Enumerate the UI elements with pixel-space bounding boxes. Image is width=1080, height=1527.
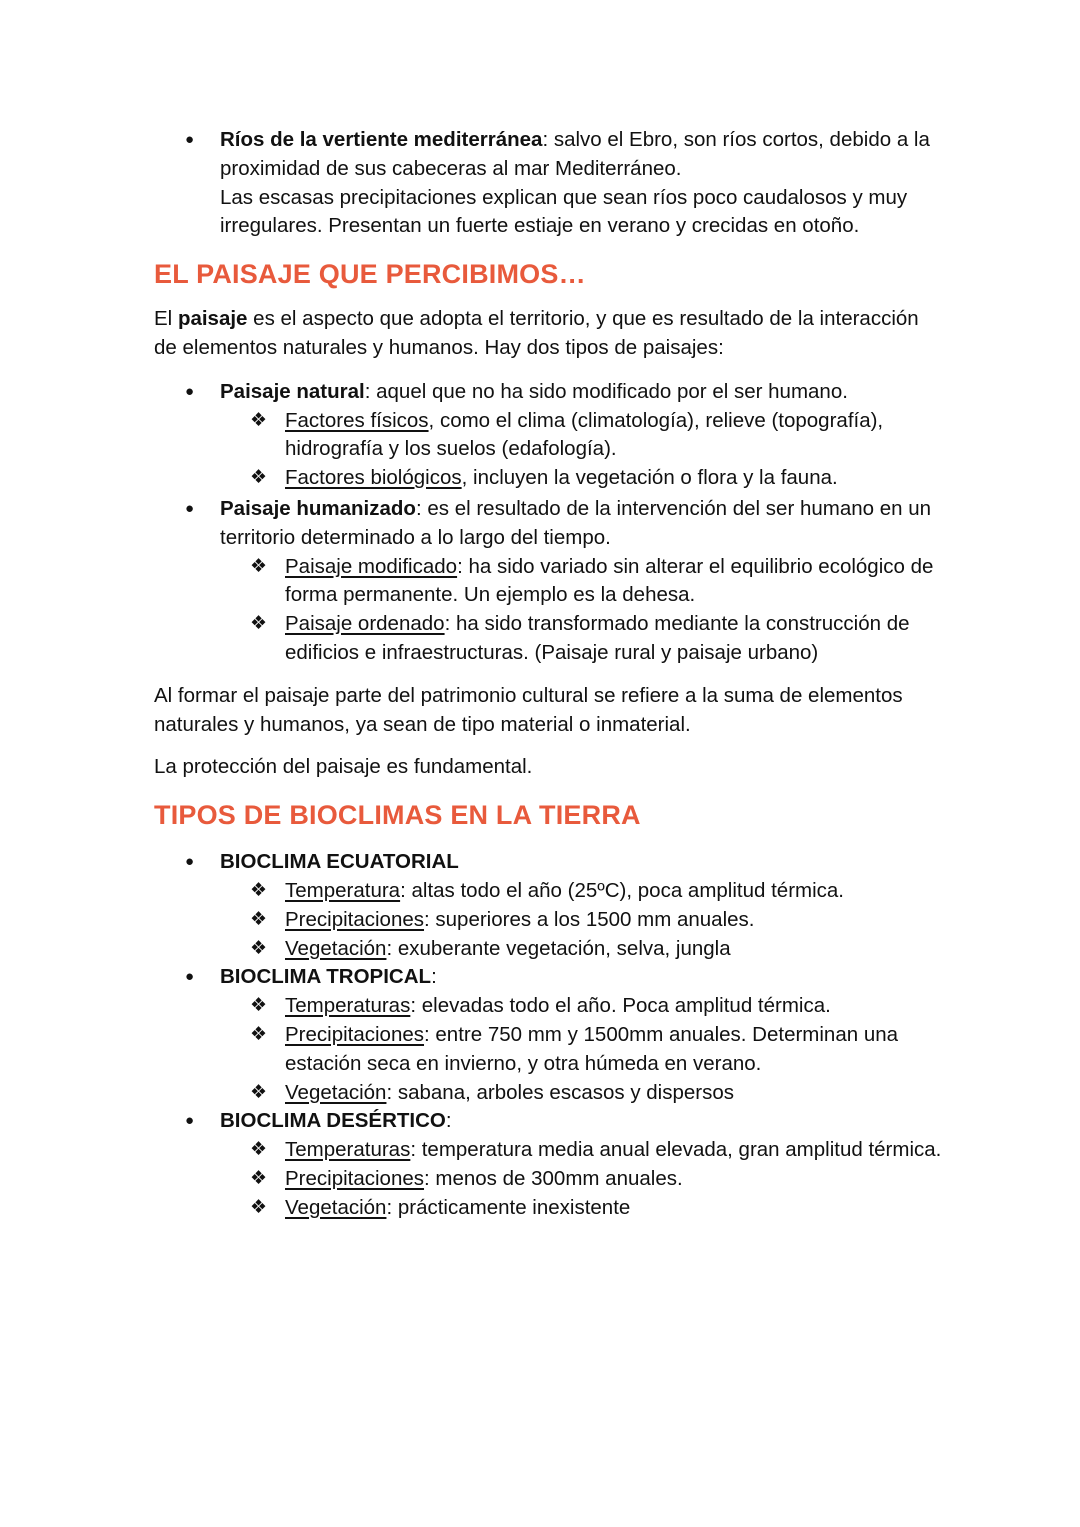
heading-paisaje: EL PAISAJE QUE PERCIBIMOS… [154,259,586,290]
ecuatorial-sublist [220,877,944,963]
list-item-rios-mediterranea [154,126,944,241]
sub-item-temperaturas: ❖ Temperaturas: temperatura media anual elevada, gran amplitud térmica. [220,1136,944,1165]
tropical-sublist [220,992,944,1107]
paisaje-patrimonio: Al formar el paisaje parte del patrimonio cultural se refiere a la suma de elementos naturales y humanos, ya sean de tipo material o inmaterial. [154,683,903,736]
paisaje-proteccion: La protección del paisaje es fundamental. [154,755,533,779]
sub-item-precipitaciones: ❖ Precipitaciones: menos de 300mm anuales. [220,1165,944,1194]
list-item-paisaje-natural: ● Paisaje natural: aquel que no ha sido modificado por el ser humano. ❖ Factores físicos, como el clima (climatología), relieve (topografía), hidrografía y los suelos (edafología). ❖ Factores biológicos, incluyen la vegetación o flora y la fauna. [154,378,944,493]
document-content [154,126,944,1223]
rios-list [154,126,944,241]
sub-item-precipitaciones: ❖ Precipitaciones: superiores a los 1500 mm anuales. [220,906,944,935]
rios-term: Ríos de la vertiente mediterránea [220,128,543,151]
sub-item-paisaje-modificado: ❖ Paisaje modificado: ha sido variado sin alterar el equilibrio ecológico de forma permanente. Un ejemplo es la dehesa. [220,553,944,611]
desertico-sublist [220,1136,944,1222]
sub-item-precipitaciones: ❖ Precipitaciones: entre 750 mm y 1500mm anuales. Determinan una estación seca en invierno, y otra húmeda en verano. [220,1021,944,1079]
sub-item-factores-fisicos: ❖ Factores físicos, como el clima (climatología), relieve (topografía), hidrografía y los suelos (edafología). [220,407,944,465]
heading-bioclimas: TIPOS DE BIOCLIMAS EN LA TIERRA [154,800,641,831]
sub-item-temperatura: ❖ Temperatura: altas todo el año (25ºC), poca amplitud térmica. [220,877,944,906]
paisaje-natural-sublist [220,407,944,493]
rios-text: : salvo el Ebro, son ríos cortos, debido a la proximidad de sus cabeceras al mar Mediterráneo. [220,128,930,180]
sub-item-vegetacion: ❖ Vegetación: sabana, arboles escasos y dispersos [220,1079,944,1108]
paisaje-intro: El paisaje es el aspecto que adopta el territorio, y que es resultado de la interacción de elementos naturales y humanos. Hay dos tipos de paisajes: [154,307,919,359]
sub-item-temperaturas: ❖ Temperaturas: elevadas todo el año. Poca amplitud térmica. [220,992,944,1021]
list-item-bioclima-desertico: ● BIOCLIMA DESÉRTICO: ❖ Temperaturas: temperatura media anual elevada, gran amplitud térmica. ❖ Precipitaciones: menos de 300mm anuales. ❖ Vegetación: prácticamente inexistente [154,1107,944,1222]
list-item-bioclima-ecuatorial: ● BIOCLIMA ECUATORIAL ❖ Temperatura: altas todo el año (25ºC), poca amplitud térmica. ❖ Precipitaciones: superiores a los 1500 mm anuales. ❖ Vegetación: exuberante vegetación, selva, jungla [154,848,944,963]
rios-text-2: Las escasas precipitaciones explican que sean ríos poco caudalosos y muy irregulares. Presentan un fuerte estiaje en verano y crecidas en otoño. [220,185,908,238]
bioclimas-list [154,848,944,1222]
paisaje-natural-term: Paisaje natural [220,379,365,403]
sub-item-vegetacion: ❖ Vegetación: exuberante vegetación, selva, jungla [220,935,944,964]
sub-item-paisaje-ordenado: ❖ Paisaje ordenado: ha sido transformado mediante la construcción de edificios e infraestructuras. (Paisaje rural y paisaje urbano) [220,610,944,668]
list-item-paisaje-humanizado: ● Paisaje humanizado: es el resultado de la intervención del ser humano en un territorio determinado a lo largo del tiempo. ❖ Paisaje modificado: ha sido variado sin alterar el equilibrio ecológico de forma permanente. Un ejemplo es la dehesa. ❖ Paisaje ordenado: ha sido transformado mediante la construcción de edificios e infraestructuras. (Paisaje rural y paisaje urbano) [154,495,944,668]
sub-item-factores-biologicos: ❖ Factores biológicos, incluyen la vegetación o flora y la fauna. [220,464,944,493]
paisaje-types-list [154,378,944,668]
paisaje-humanizado-term: Paisaje humanizado [220,496,416,520]
sub-item-vegetacion: ❖ Vegetación: prácticamente inexistente [220,1194,944,1223]
paisaje-humanizado-sublist [220,553,944,668]
list-item-bioclima-tropical: ● BIOCLIMA TROPICAL: ❖ Temperaturas: elevadas todo el año. Poca amplitud térmica. ❖ Precipitaciones: entre 750 mm y 1500mm anuales. Determinan una estación seca en invierno, y otra húmeda en verano. ❖ Vegetación: sabana, arboles escasos y dispersos [154,963,944,1107]
